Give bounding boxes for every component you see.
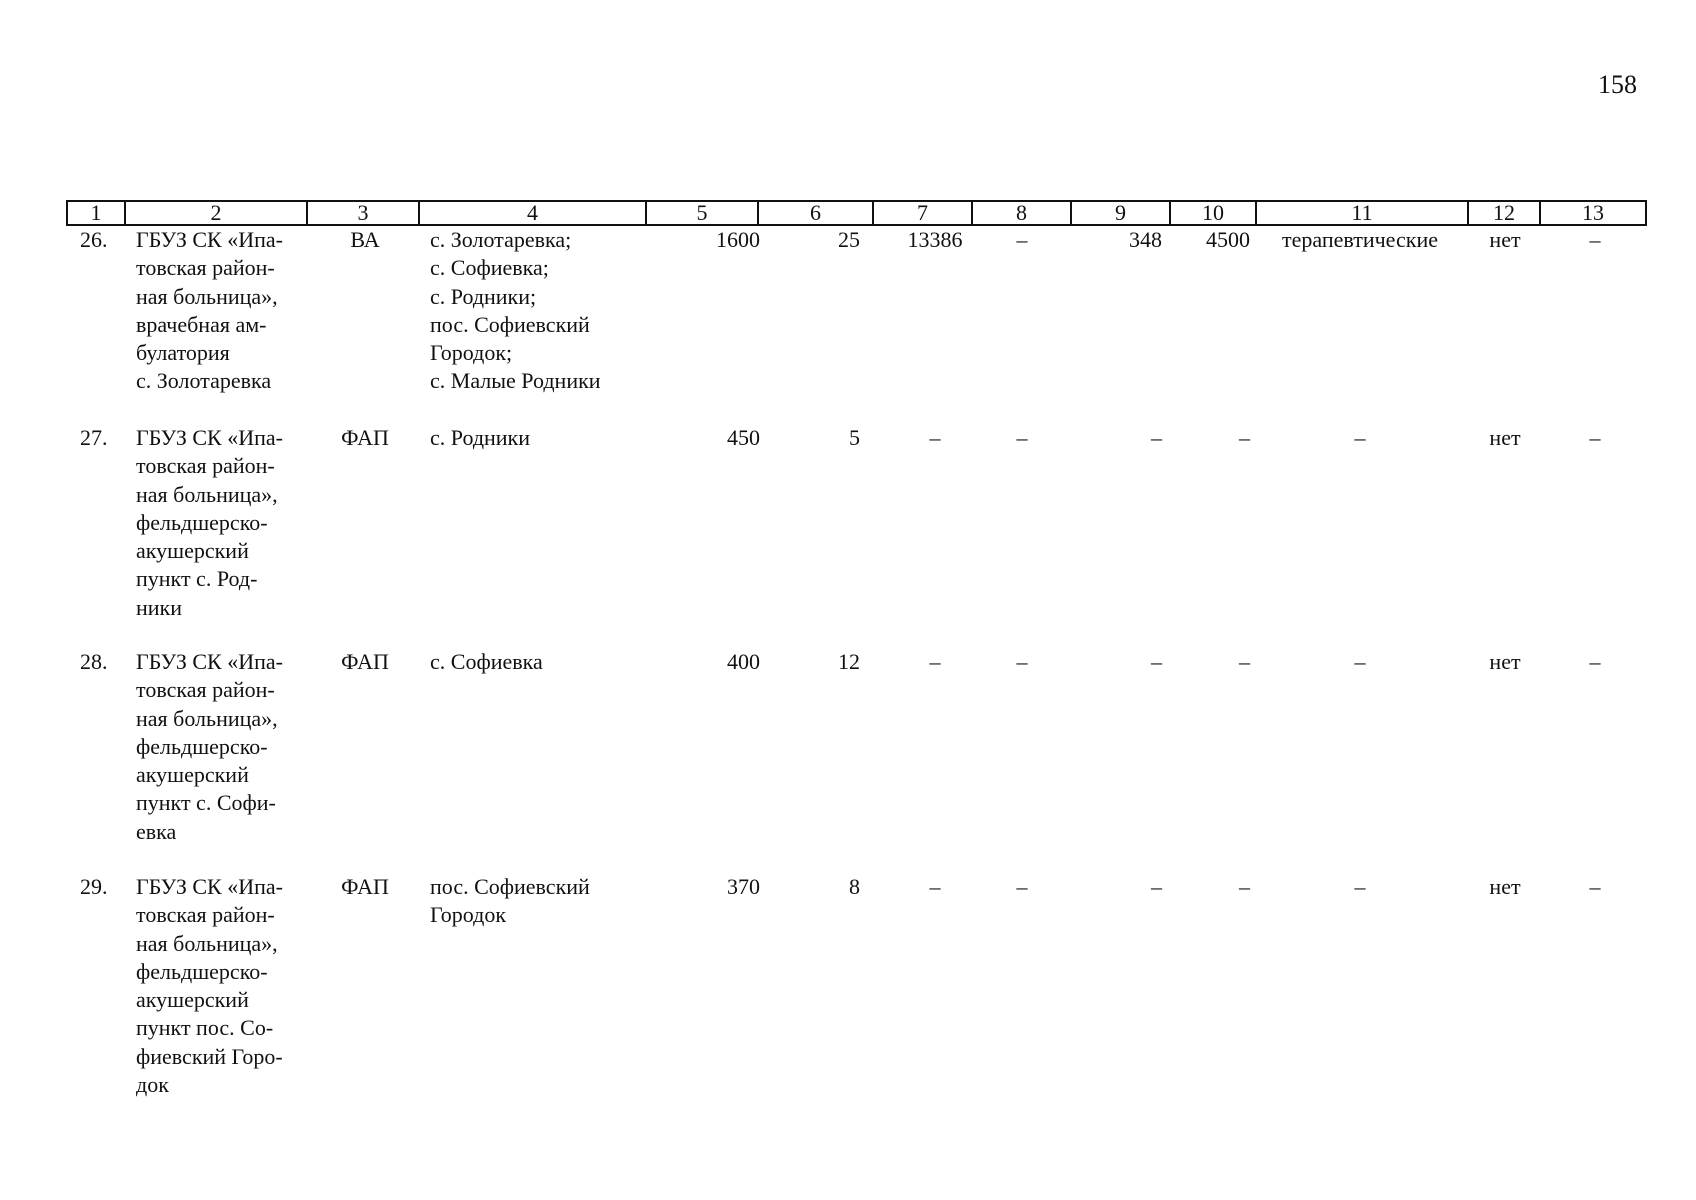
place-line: пос. Софиевский (430, 311, 590, 337)
name-line: евка (136, 818, 177, 844)
name-line: пункт с. Софи- (136, 790, 276, 816)
place-line: с. Родники (430, 425, 531, 450)
place-line: с. Софиевка; (430, 255, 549, 281)
name-line: фельдшерско- (136, 733, 268, 759)
name-line: пункт пос. Со- (136, 1015, 274, 1041)
col-5-value: 370 (727, 874, 760, 899)
col-8-value: – (1016, 425, 1028, 450)
served-settlements (430, 873, 638, 930)
facility-type: ФАП (341, 874, 389, 899)
col-10-value: – (1239, 649, 1250, 674)
name-line: ГБУЗ СК «Ипа- (136, 649, 283, 674)
col-11-value: терапевтические (1282, 227, 1438, 252)
name-line: ная больница», (136, 705, 278, 731)
name-line: ная больница», (136, 930, 278, 956)
name-line: товская район- (136, 677, 275, 703)
place-line: с. Софиевка (430, 649, 543, 674)
header-cell: 11 (1256, 201, 1468, 225)
col-9-value: – (1151, 874, 1162, 899)
served-settlements (430, 648, 638, 676)
name-line: фельдшерско- (136, 958, 268, 984)
name-line: акушерский (136, 538, 249, 564)
header-cell: 5 (646, 201, 758, 225)
served-settlements (430, 226, 638, 396)
col-8-value: – (1016, 874, 1028, 899)
col-13-value: – (1589, 227, 1601, 252)
institution-name (136, 226, 298, 396)
col-7-value: 13386 (907, 227, 963, 252)
page-number: 158 (1598, 70, 1637, 99)
name-line: фельдшерско- (136, 509, 268, 535)
name-line: фиевский Горо- (136, 1043, 283, 1069)
col-13-value: – (1589, 874, 1601, 899)
col-8-value: – (1016, 227, 1028, 252)
col-13-value: – (1589, 649, 1601, 674)
header-cell: 13 (1540, 201, 1646, 225)
place-line: Городок (430, 902, 507, 928)
name-line: ГБУЗ СК «Ипа- (136, 227, 283, 252)
col-7-value: – (929, 425, 941, 450)
facility-type: ФАП (341, 425, 389, 450)
col-10-value: – (1239, 874, 1250, 899)
place-line: с. Малые Родники (430, 368, 601, 394)
name-line: ГБУЗ СК «Ипа- (136, 874, 283, 899)
col-6-value: 8 (849, 874, 860, 899)
name-line: товская район- (136, 902, 275, 928)
place-line: с. Родники; (430, 283, 537, 309)
institution-name (136, 424, 298, 622)
header-cell: 2 (125, 201, 307, 225)
header-cell: 4 (419, 201, 646, 225)
institution-name (136, 873, 298, 1099)
name-line: ная больница», (136, 481, 278, 507)
header-cell: 3 (307, 201, 419, 225)
place-line: с. Золотаревка; (430, 227, 572, 252)
col-6-value: 25 (838, 227, 860, 252)
col-9-value: – (1151, 649, 1162, 674)
place-line: Городок; (430, 340, 513, 366)
col-11-value: – (1354, 874, 1366, 899)
row-number: 27. (80, 425, 108, 450)
institution-name (136, 648, 298, 846)
col-11-value: – (1354, 425, 1366, 450)
name-line: акушерский (136, 987, 249, 1013)
place-line: пос. Софиевский (430, 874, 590, 899)
header-cell: 6 (758, 201, 873, 225)
header-cell: 9 (1071, 201, 1170, 225)
name-line: врачебная ам- (136, 311, 267, 337)
name-line: пункт с. Род- (136, 566, 258, 592)
col-9-value: – (1151, 425, 1162, 450)
row-number: 29. (80, 874, 108, 899)
name-line: товская район- (136, 453, 275, 479)
name-line: товская район- (136, 255, 275, 281)
col-13-value: – (1589, 425, 1601, 450)
name-line: булатория (136, 340, 230, 366)
col-8-value: – (1016, 649, 1028, 674)
name-line: док (136, 1072, 169, 1098)
column-number-header (66, 200, 1647, 226)
col-12-value: нет (1489, 227, 1521, 252)
col-6-value: 12 (838, 649, 860, 674)
col-7-value: – (929, 649, 941, 674)
name-line: акушерский (136, 762, 249, 788)
col-12-value: нет (1489, 425, 1521, 450)
col-7-value: – (929, 874, 941, 899)
col-9-value: 348 (1129, 227, 1162, 252)
header-cell: 12 (1468, 201, 1540, 225)
header-cell: 7 (873, 201, 972, 225)
col-6-value: 5 (849, 425, 860, 450)
header-cell: 10 (1170, 201, 1256, 225)
name-line: ная больница», (136, 283, 278, 309)
col-11-value: – (1354, 649, 1366, 674)
facility-type: ФАП (341, 649, 389, 674)
name-line: с. Золотаревка (136, 368, 272, 394)
name-line: ГБУЗ СК «Ипа- (136, 425, 283, 450)
col-5-value: 400 (727, 649, 760, 674)
row-number: 28. (80, 649, 108, 674)
col-12-value: нет (1489, 649, 1521, 674)
facility-type: ВА (350, 227, 380, 252)
served-settlements (430, 424, 638, 452)
row-number: 26. (80, 227, 108, 252)
col-5-value: 1600 (716, 227, 760, 252)
col-10-value: – (1239, 425, 1250, 450)
header-cell: 8 (972, 201, 1071, 225)
col-5-value: 450 (727, 425, 760, 450)
col-10-value: 4500 (1206, 227, 1250, 252)
name-line: ники (136, 594, 183, 620)
header-cell: 1 (67, 201, 125, 225)
col-12-value: нет (1489, 874, 1521, 899)
